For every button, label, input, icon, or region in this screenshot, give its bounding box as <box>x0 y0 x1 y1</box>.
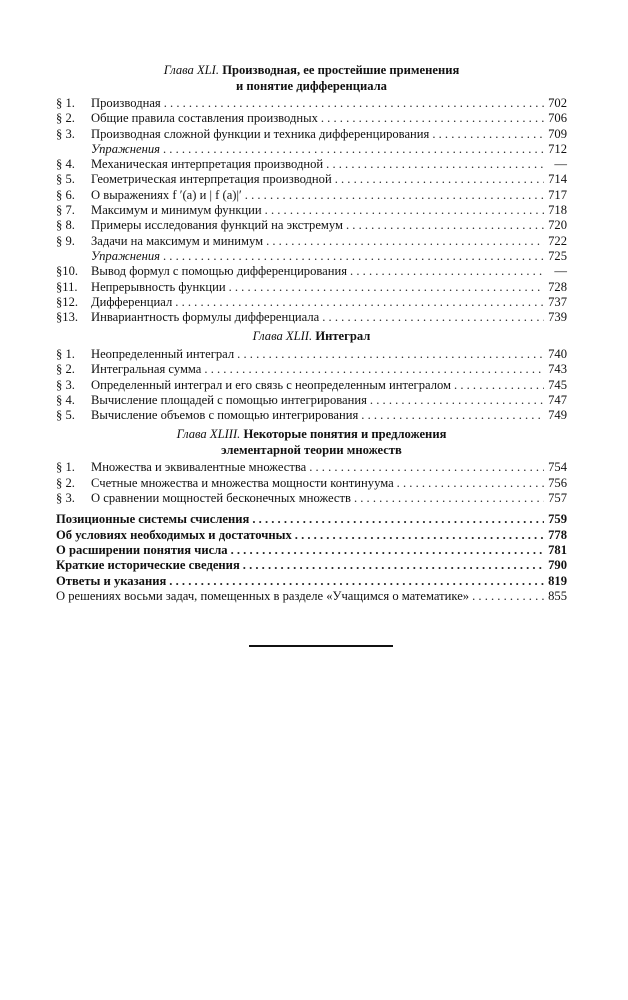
toc-entry[interactable] <box>56 142 567 157</box>
chapter-label: Глава XLI. <box>163 63 220 77</box>
section-title: Интегральная сумма <box>91 362 202 377</box>
section-number: § 3. <box>56 491 75 506</box>
page-number: 706 <box>548 111 567 126</box>
page-number: 757 <box>548 491 567 506</box>
section-title: О выражениях f ′(a) и | f (a)|′ <box>91 187 242 202</box>
exercises-title: Упражнения <box>91 248 160 263</box>
toc-entry[interactable] <box>56 295 567 310</box>
dot-leader <box>454 378 544 393</box>
section-number: § 4. <box>56 392 75 407</box>
dot-leader <box>252 512 544 527</box>
page-number: 725 <box>548 248 567 263</box>
toc-entry[interactable] <box>56 203 567 218</box>
toc-entry[interactable] <box>56 157 567 172</box>
section-title: Вычисление площадей с помощью интегрирования <box>91 392 367 407</box>
page-number: 745 <box>548 377 567 392</box>
chapter-title: Производная, ее простейшие применения <box>222 63 460 77</box>
dot-leader <box>309 460 544 475</box>
final-entry-title: О решениях восьми задач, помещенных в разделе «Учащимся о математике» <box>56 588 470 603</box>
page-number: 756 <box>548 475 567 490</box>
dot-leader <box>237 347 544 362</box>
section-number: § 2. <box>56 111 75 126</box>
toc-entry[interactable] <box>56 362 567 377</box>
dot-leader <box>361 408 544 423</box>
dot-leader <box>164 96 544 111</box>
dot-leader <box>231 543 544 558</box>
page-number: 714 <box>548 172 567 187</box>
section-number: § 5. <box>56 172 75 187</box>
section-number: § 1. <box>56 460 75 475</box>
page-number: 747 <box>548 392 567 407</box>
toc-entry[interactable] <box>56 378 567 393</box>
appendix-title: О расширении понятия числа <box>56 542 228 557</box>
section-title: Дифференциал <box>91 294 173 309</box>
page-number: 722 <box>548 233 567 248</box>
dot-leader <box>346 218 544 233</box>
page-number: 743 <box>548 362 567 377</box>
appendix-title: Об условиях необходимых и достаточных <box>56 527 292 542</box>
chapter-heading <box>56 63 567 94</box>
page-number: 754 <box>548 460 567 475</box>
page-number: — <box>554 157 567 172</box>
chapter-label: Глава XLIII. <box>176 427 241 442</box>
toc-entry[interactable] <box>56 491 567 506</box>
toc-entry[interactable] <box>56 188 567 203</box>
toc-entry[interactable] <box>56 234 567 249</box>
section-title: Множества и эквивалентные множества <box>91 460 307 475</box>
page-number: 712 <box>548 141 567 156</box>
page-number: 749 <box>548 408 567 423</box>
page-number: 702 <box>548 96 567 110</box>
dot-leader <box>295 528 544 543</box>
dot-leader <box>229 280 544 295</box>
chapter-title-line2: элементарной теории множеств <box>221 442 402 457</box>
appendix-title: Ответы и указания <box>56 573 167 588</box>
section-title: Производная <box>91 96 161 110</box>
dot-leader <box>163 249 544 264</box>
section-number: § 1. <box>56 346 75 361</box>
table-of-contents <box>56 63 567 604</box>
appendix-entry[interactable] <box>56 512 567 527</box>
page-number: 720 <box>548 218 567 233</box>
page-number: 781 <box>548 542 567 557</box>
section-number: § 2. <box>56 362 75 377</box>
chapter-heading <box>56 427 567 458</box>
toc-entry[interactable] <box>56 96 567 111</box>
dot-leader <box>266 234 544 249</box>
section-number: § 6. <box>56 187 75 202</box>
toc-entry[interactable] <box>56 280 567 295</box>
section-number: § 7. <box>56 203 75 218</box>
toc-entry[interactable] <box>56 393 567 408</box>
section-number: §12. <box>56 294 79 309</box>
dot-leader <box>163 142 544 157</box>
appendix-entry[interactable] <box>56 558 567 573</box>
dot-leader <box>245 188 544 203</box>
chapter-title: Некоторые понятия и предложения <box>243 427 447 442</box>
appendix-entry[interactable] <box>56 528 567 543</box>
section-title: Задачи на максимум и минимум <box>91 233 264 248</box>
page-number: 778 <box>548 527 567 542</box>
chapter-title: Интеграл <box>315 329 371 344</box>
dot-leader <box>370 393 544 408</box>
toc-entry[interactable] <box>56 264 567 279</box>
appendix-title: Краткие исторические сведения <box>56 558 240 573</box>
page-number: 718 <box>548 203 567 218</box>
toc-entry[interactable] <box>56 111 567 126</box>
section-number: § 2. <box>56 475 75 490</box>
section-title: О сравнении мощностей бесконечных множеств <box>91 491 351 506</box>
toc-entry[interactable] <box>56 476 567 491</box>
section-title: Примеры исследования функций на экстремум <box>91 218 343 233</box>
page-number: 709 <box>548 126 567 141</box>
section-number: § 9. <box>56 233 75 248</box>
dot-leader <box>335 172 544 187</box>
page-number: 739 <box>548 310 567 325</box>
section-title: Неопределенный интеграл <box>91 346 235 361</box>
dot-leader <box>432 127 544 142</box>
dot-leader <box>322 310 544 325</box>
section-number: §13. <box>56 310 79 325</box>
dot-leader <box>354 491 544 506</box>
end-rule <box>249 645 393 647</box>
exercises-title: Упражнения <box>91 141 160 156</box>
dot-leader <box>472 589 544 604</box>
page-number: 740 <box>548 346 567 361</box>
section-title: Механическая интерпретация производной <box>91 157 324 172</box>
section-number: § 4. <box>56 157 75 172</box>
dot-leader <box>265 203 544 218</box>
section-number: § 5. <box>56 408 75 423</box>
appendix-title: Позиционные системы счисления <box>56 512 250 527</box>
section-title: Счетные множества и множества мощности континуума <box>91 475 394 490</box>
section-title: Общие правила составления производных <box>91 111 318 126</box>
page-number: 737 <box>548 294 567 309</box>
dot-leader <box>397 476 544 491</box>
toc-entry[interactable] <box>56 172 567 187</box>
section-number: §11. <box>56 279 78 294</box>
page-number: 790 <box>548 558 567 573</box>
section-number: §10. <box>56 264 79 279</box>
section-title: Производная сложной функции и техника дифференцирования <box>91 126 430 141</box>
toc-entry[interactable] <box>56 310 567 325</box>
page-number: 819 <box>548 573 567 588</box>
page-number: 728 <box>548 279 567 294</box>
section-title: Геометрическая интерпретация производной <box>91 172 332 187</box>
appendix-entry[interactable] <box>56 574 567 589</box>
dot-leader <box>175 295 544 310</box>
section-number: § 3. <box>56 377 75 392</box>
appendix-entry[interactable] <box>56 543 567 558</box>
page-number: 855 <box>548 588 567 603</box>
dot-leader <box>204 362 544 377</box>
toc-entry[interactable] <box>56 347 567 362</box>
toc-entry[interactable] <box>56 218 567 233</box>
dot-leader <box>169 574 544 589</box>
chapter-heading <box>56 329 567 345</box>
page-number: 717 <box>548 187 567 202</box>
section-title: Вычисление объемов с помощью интегрирования <box>91 408 359 423</box>
page-number: — <box>554 264 567 279</box>
toc-entry[interactable] <box>56 460 567 475</box>
toc-entry[interactable] <box>56 249 567 264</box>
toc-entry[interactable] <box>56 408 567 423</box>
section-title: Инвариантность формулы дифференциала <box>91 310 320 325</box>
dot-leader <box>243 558 544 573</box>
toc-entry[interactable] <box>56 127 567 142</box>
chapter-label: Глава XLII. <box>252 329 313 344</box>
chapter-title-line2: и понятие дифференциала <box>236 78 387 93</box>
section-title: Вывод формул с помощью дифференцирования <box>91 264 348 279</box>
section-title: Определенный интеграл и его связь с неопределенным интегралом <box>91 377 452 392</box>
dot-leader <box>321 111 544 126</box>
page-number: 759 <box>548 512 567 527</box>
dot-leader <box>350 264 544 279</box>
section-number: § 3. <box>56 126 75 141</box>
section-number: § 8. <box>56 218 75 233</box>
final-entry[interactable] <box>56 589 567 604</box>
dot-leader <box>326 157 544 172</box>
section-number: § 1. <box>56 96 75 110</box>
section-title: Непрерывность функции <box>91 279 226 294</box>
section-title: Максимум и минимум функции <box>91 203 262 218</box>
